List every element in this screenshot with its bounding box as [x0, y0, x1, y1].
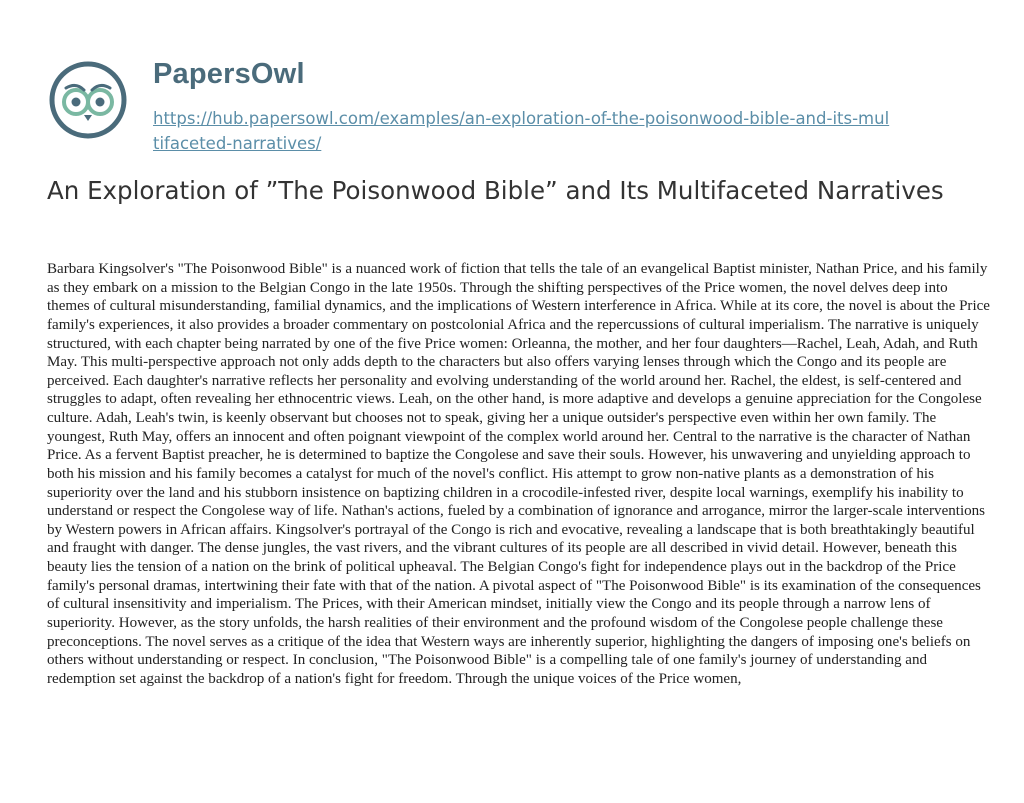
- article-title: An Exploration of ”The Poisonwood Bible” and Its Multifaceted Narratives: [47, 176, 944, 205]
- article-body: Barbara Kingsolver's "The Poisonwood Bible" is a nuanced work of fiction that tells the tale of an evangelical Baptist minister, Nathan Price, and his family as they embark on a mission to the Belgian Congo in the late 1950s. Through the shifting perspectives of the Price women, the novel delves deep into themes of cultural misunderstanding, familial dynamics, and the implications of Western interference in Africa. While at its core, the novel is about the Price family's experiences, it also provides a broader commentary on postcolonial Africa and the repercussions of cultural imperialism. The narrative is uniquely structured, with each chapter being narrated by one of the five Price women: Orleanna, the mother, and her four daughters—Rachel, Leah, Adah, and Ruth May. This multi-perspective approach not only adds depth to the characters but also offers varying lenses through which the Congo and its people are perceived. Each daughter's narrative reflects her personality and evolving understanding of the world around her. Rachel, the eldest, is self-centered and struggles to adapt, often revealing her ethnocentric views. Leah, on the other hand, is more adaptive and develops a genuine appreciation for the Congolese culture. Adah, Leah's twin, is keenly observant but chooses not to speak, giving her a unique outsider's perspective even within her own family. The youngest, Ruth May, offers an innocent and often poignant viewpoint of the complex world around her. Central to the narrative is the character of Nathan Price. As a fervent Baptist preacher, he is determined to baptize the Congolese and save their souls. However, his unwavering and unyielding approach to both his mission and his family becomes a catalyst for much of the novel's conflict. His attempt to grow non-native plants as a demonstration of his superiority over the land and his stubborn insistence on baptizing children in a crocodile-infested river, despite local warnings, exemplify his inability to understand or respect the Congolese way of life. Nathan's actions, fueled by a combination of ignorance and arrogance, mirror the larger-scale interventions by Western powers in African affairs. Kingsolver's portrayal of the Congo is rich and evocative, revealing a landscape that is both breathtakingly beautiful and fraught with danger. The dense jungles, the vast rivers, and the vibrant cultures of its people are all described in vivid detail. However, beneath this beauty lies the tension of a nation on the brink of political upheaval. The Belgian Congo's fight for independence plays out in the backdrop of the Price family's personal dramas, intertwining their fate with that of the nation. A pivotal aspect of "The Poisonwood Bible" is its examination of the consequences of cultural insensitivity and imperialism. The Prices, with their American mindset, initially view the Congo and its people through a narrow lens of superiority. However, as the story unfolds, the harsh realities of their environment and the profound wisdom of the Congolese people challenge these preconceptions. The novel serves as a critique of the idea that Western ways are inherently superior, highlighting the dangers of imposing one's beliefs on others without understanding or respect. In conclusion, "The Poisonwood Bible" is a compelling tale of one family's journey of understanding and redemption set against the backdrop of a nation's fight for freedom. Through the unique voices of the Price women,: [47, 261, 990, 687]
- owl-logo-icon[interactable]: [48, 60, 128, 140]
- site-header: [40, 40, 1000, 160]
- source-url-link[interactable]: https://hub.papersowl.com/examples/an-exploration-of-the-poisonwood-bible-and-its-multifaceted-narratives/: [153, 109, 890, 153]
- brand-name[interactable]: PapersOwl: [153, 58, 305, 90]
